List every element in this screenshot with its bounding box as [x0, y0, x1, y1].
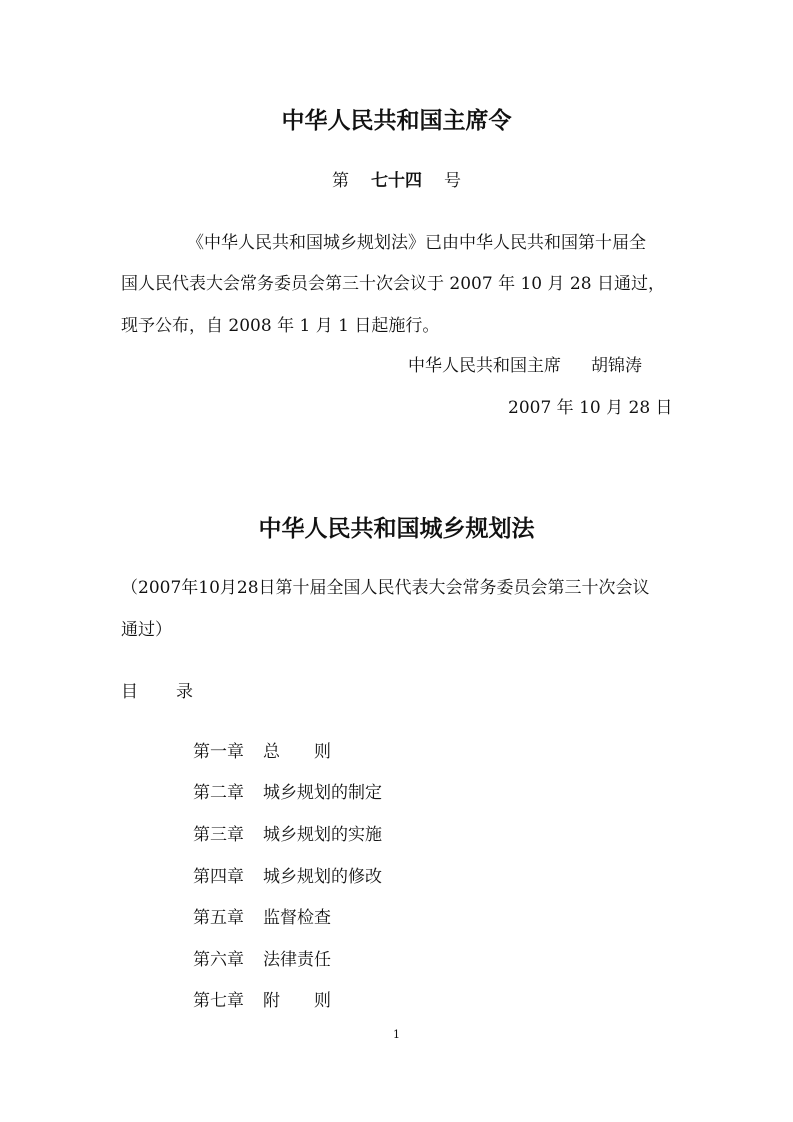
toc-item [193, 737, 331, 762]
toc-title: 城乡规划的实施 [263, 825, 382, 845]
law-note-line-1: （2007年10月28日第十届全国人民代表大会常务委员会第三十次会议 [121, 578, 650, 598]
toc-chapter: 第三章 [193, 825, 244, 845]
order-title: 中华人民共和国主席令 [281, 108, 512, 134]
order-number-suffix: 号 [444, 171, 461, 191]
order-paragraph-line-2: 国人民代表大会常务委员会第三十次会议于 2007 年 10 月 28 日通过， [121, 274, 665, 294]
toc-chapter: 第二章 [193, 783, 244, 803]
toc-chapter: 第七章 [193, 991, 244, 1011]
signature-line [408, 351, 642, 376]
toc-item [193, 945, 331, 970]
toc-item [193, 903, 331, 928]
toc-title: 附 则 [263, 991, 331, 1011]
toc-heading-char-1: 目 [121, 682, 138, 702]
order-date: 2007 年 10 月 28 日 [508, 398, 673, 418]
toc-title: 总 则 [263, 742, 331, 762]
page-number: 1 [393, 1028, 400, 1041]
toc-chapter: 第五章 [193, 908, 244, 928]
toc-chapter: 第六章 [193, 950, 244, 970]
order-paragraph-line-3: 现予公布，自 2008 年 1 月 1 日起施行。 [121, 316, 440, 336]
toc-title: 法律责任 [263, 950, 331, 970]
order-number: 七十四 [371, 171, 422, 191]
toc-item [193, 820, 382, 845]
toc-title: 城乡规划的制定 [263, 783, 382, 803]
law-title: 中华人民共和国城乡规划法 [258, 516, 535, 542]
order-number-line [0, 166, 793, 191]
signer-name: 胡锦涛 [591, 356, 642, 376]
signer-title: 中华人民共和国主席 [408, 356, 561, 376]
order-paragraph-line-1: 《中华人民共和国城乡规划法》已由中华人民共和国第十届全 [187, 233, 646, 253]
toc-item [193, 986, 331, 1011]
toc-chapter: 第一章 [193, 742, 244, 762]
toc-title: 监督检查 [263, 908, 331, 928]
toc-heading [121, 677, 193, 702]
law-note-line-2: 通过） [121, 620, 172, 640]
toc-heading-char-2: 录 [176, 682, 193, 702]
toc-chapter: 第四章 [193, 867, 244, 887]
toc-item [193, 862, 382, 887]
toc-title: 城乡规划的修改 [263, 867, 382, 887]
order-number-prefix: 第 [332, 171, 349, 191]
toc-item [193, 778, 382, 803]
